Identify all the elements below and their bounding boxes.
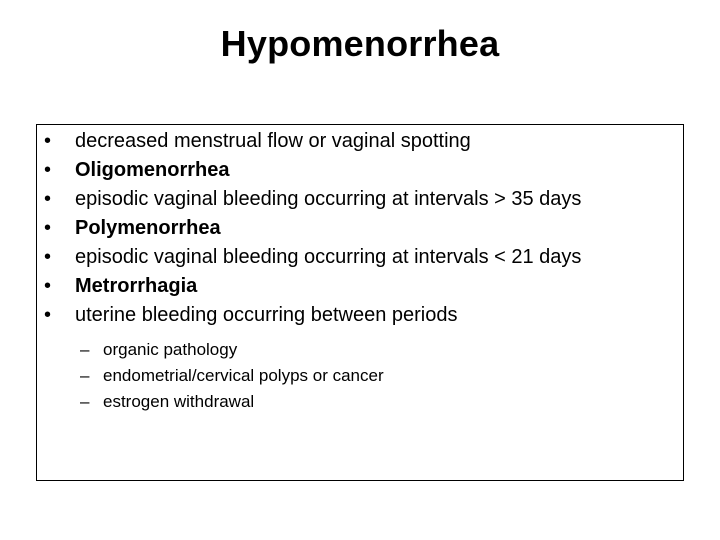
slide-title: Hypomenorrhea bbox=[220, 23, 500, 64]
bullet-text: episodic vaginal bleeding occurring at intervals < 21 days bbox=[75, 246, 582, 268]
bullet-item bbox=[37, 272, 683, 301]
sub-bullet-item bbox=[37, 363, 683, 389]
sub-bullet-text: estrogen withdrawal bbox=[103, 392, 255, 411]
sub-bullet-text: organic pathology bbox=[103, 340, 238, 359]
bullet-dot-icon: • bbox=[44, 304, 52, 326]
bullet-item bbox=[37, 127, 683, 156]
bullet-item bbox=[37, 243, 683, 272]
bullet-heading: Polymenorrhea bbox=[75, 217, 221, 239]
bullet-dot-icon: • bbox=[44, 246, 52, 268]
bullet-dot-icon: • bbox=[44, 217, 52, 239]
bullet-text: episodic vaginal bleeding occurring at intervals > 35 days bbox=[75, 188, 582, 210]
dash-icon: – bbox=[80, 392, 90, 411]
sub-bullet-text: endometrial/cervical polyps or cancer bbox=[103, 366, 384, 385]
content-box bbox=[36, 124, 684, 481]
bullet-heading: Oligomenorrhea bbox=[75, 159, 230, 181]
bullet-dot-icon: • bbox=[44, 159, 52, 181]
bullet-dot-icon: • bbox=[44, 188, 52, 210]
bullet-text: uterine bleeding occurring between periods bbox=[75, 304, 458, 326]
bullet-item bbox=[37, 214, 683, 243]
bullet-item bbox=[37, 301, 683, 330]
bullet-item bbox=[37, 156, 683, 185]
dash-icon: – bbox=[80, 366, 90, 385]
sub-bullet-list bbox=[37, 337, 683, 415]
bullet-heading: Metrorrhagia bbox=[75, 275, 198, 297]
sub-bullet-item bbox=[37, 337, 683, 363]
dash-icon: – bbox=[80, 340, 90, 359]
bullet-dot-icon: • bbox=[44, 275, 52, 297]
bullet-list bbox=[37, 125, 683, 330]
bullet-dot-icon: • bbox=[44, 130, 52, 152]
bullet-text: decreased menstrual flow or vaginal spotting bbox=[75, 130, 471, 152]
bullet-item bbox=[37, 185, 683, 214]
sub-bullet-item bbox=[37, 389, 683, 415]
